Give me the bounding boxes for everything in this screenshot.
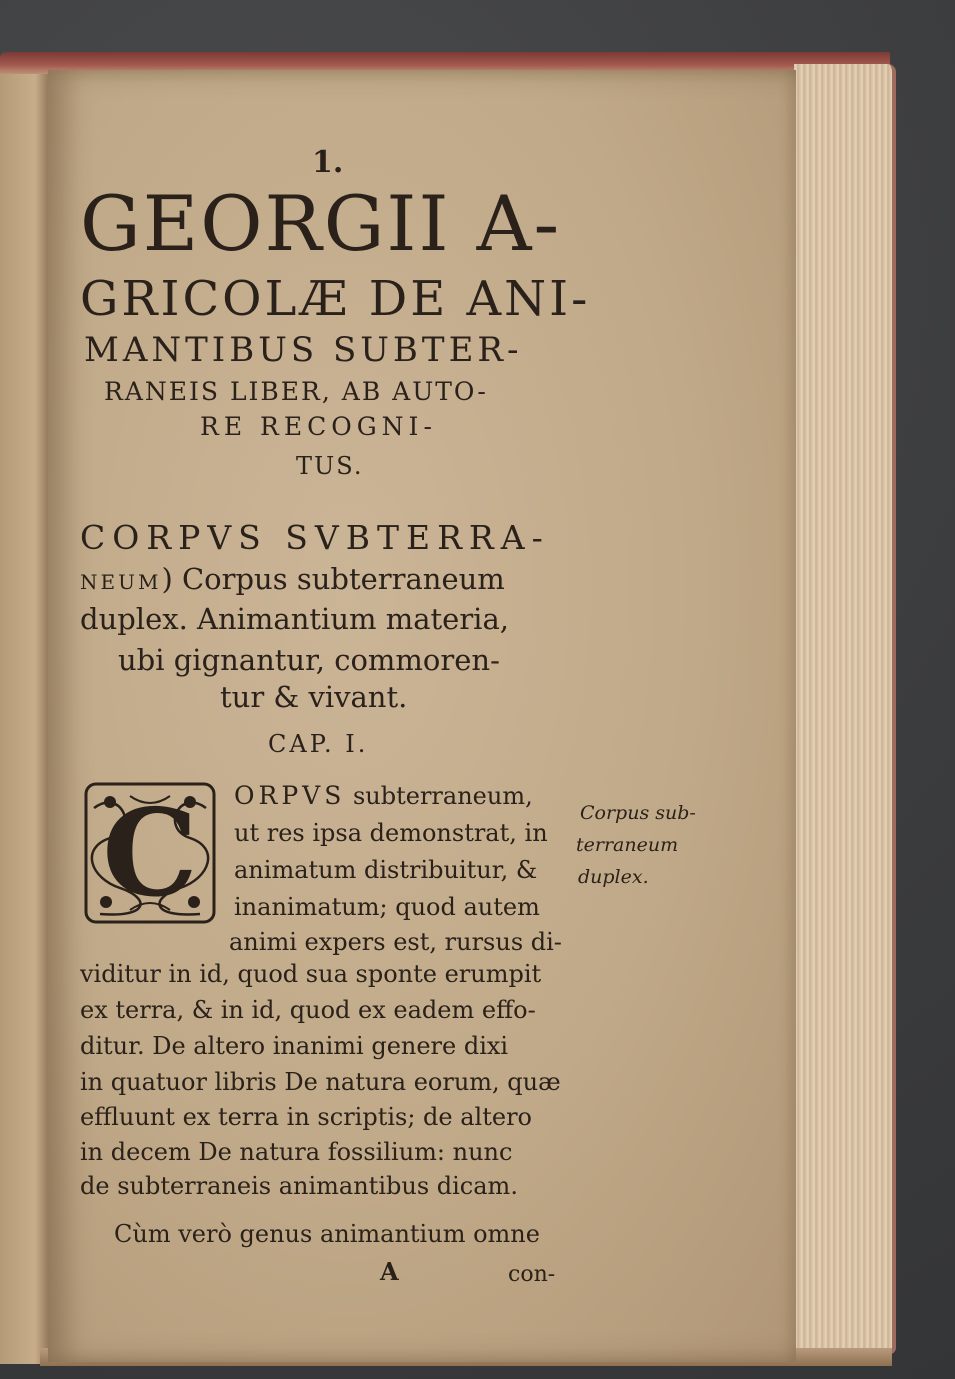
title-line-6: TUS. bbox=[296, 452, 364, 480]
chapter-heading: CAP. I. bbox=[268, 730, 369, 758]
body-line-9: in quatuor libris De natura eorum, quæ bbox=[80, 1068, 561, 1096]
left-page-edge bbox=[0, 74, 50, 1364]
summary-line-4: ubi gignantur, commoren- bbox=[118, 643, 500, 677]
summary-line-1: CORPVS SVBTERRA- bbox=[80, 518, 550, 557]
catchword: con- bbox=[508, 1262, 556, 1287]
body-line-8: ditur. De altero inanimi genere dixi bbox=[80, 1032, 509, 1060]
summary-line-5: tur & vivant. bbox=[220, 680, 408, 714]
page-number: 1. bbox=[312, 145, 344, 180]
body-line-5: animi expers est, rursus di- bbox=[229, 928, 562, 956]
summary-smallcaps: NEUM bbox=[80, 570, 162, 594]
body-line-3: animatum distribuitur, & bbox=[234, 856, 538, 884]
title-line-4: RANEIS LIBER, AB AUTO- bbox=[104, 377, 488, 406]
body-line-1-text: subterraneum, bbox=[352, 782, 533, 810]
body-line-4: inanimatum; quod autem bbox=[234, 893, 540, 921]
margin-note-line-1: Corpus sub- bbox=[580, 802, 696, 824]
body-smallcaps: ORPVS bbox=[234, 781, 346, 810]
body-line-12: de subterraneis animantibus dicam. bbox=[80, 1172, 518, 1200]
body-line-7: ex terra, & in id, quod ex eadem effo- bbox=[80, 996, 536, 1024]
margin-note-line-3: duplex. bbox=[578, 866, 649, 888]
decorated-initial bbox=[80, 778, 220, 928]
signature-mark: A bbox=[380, 1257, 399, 1286]
summary-line-2 bbox=[80, 562, 505, 596]
body-line-6: viditur in id, quod sua sponte erumpit bbox=[80, 960, 542, 988]
initial-letter: C bbox=[102, 782, 198, 924]
body-line-10: effluunt ex terra in scriptis; de altero bbox=[80, 1103, 533, 1131]
title-line-3: MANTIBUS SUBTER- bbox=[84, 330, 523, 370]
title-line-5: RE RECOGNI- bbox=[200, 412, 437, 441]
summary-line-2-text: ) Corpus subterraneum bbox=[161, 562, 505, 596]
title-line-1: GEORGII A- bbox=[80, 179, 562, 268]
body-line-1 bbox=[234, 782, 533, 810]
body-line-2: ut res ipsa demonstrat, in bbox=[234, 819, 548, 847]
page-fore-edge bbox=[794, 64, 896, 1354]
body-line-11: in decem De natura fossilium: nunc bbox=[80, 1138, 513, 1166]
margin-note-line-2: terraneum bbox=[576, 834, 679, 856]
summary-line-3: duplex. Animantium materia, bbox=[80, 602, 509, 636]
title-line-2: GRICOLÆ DE ANI- bbox=[80, 271, 591, 327]
body-line-13: Cùm verò genus animantium omne bbox=[114, 1220, 540, 1248]
